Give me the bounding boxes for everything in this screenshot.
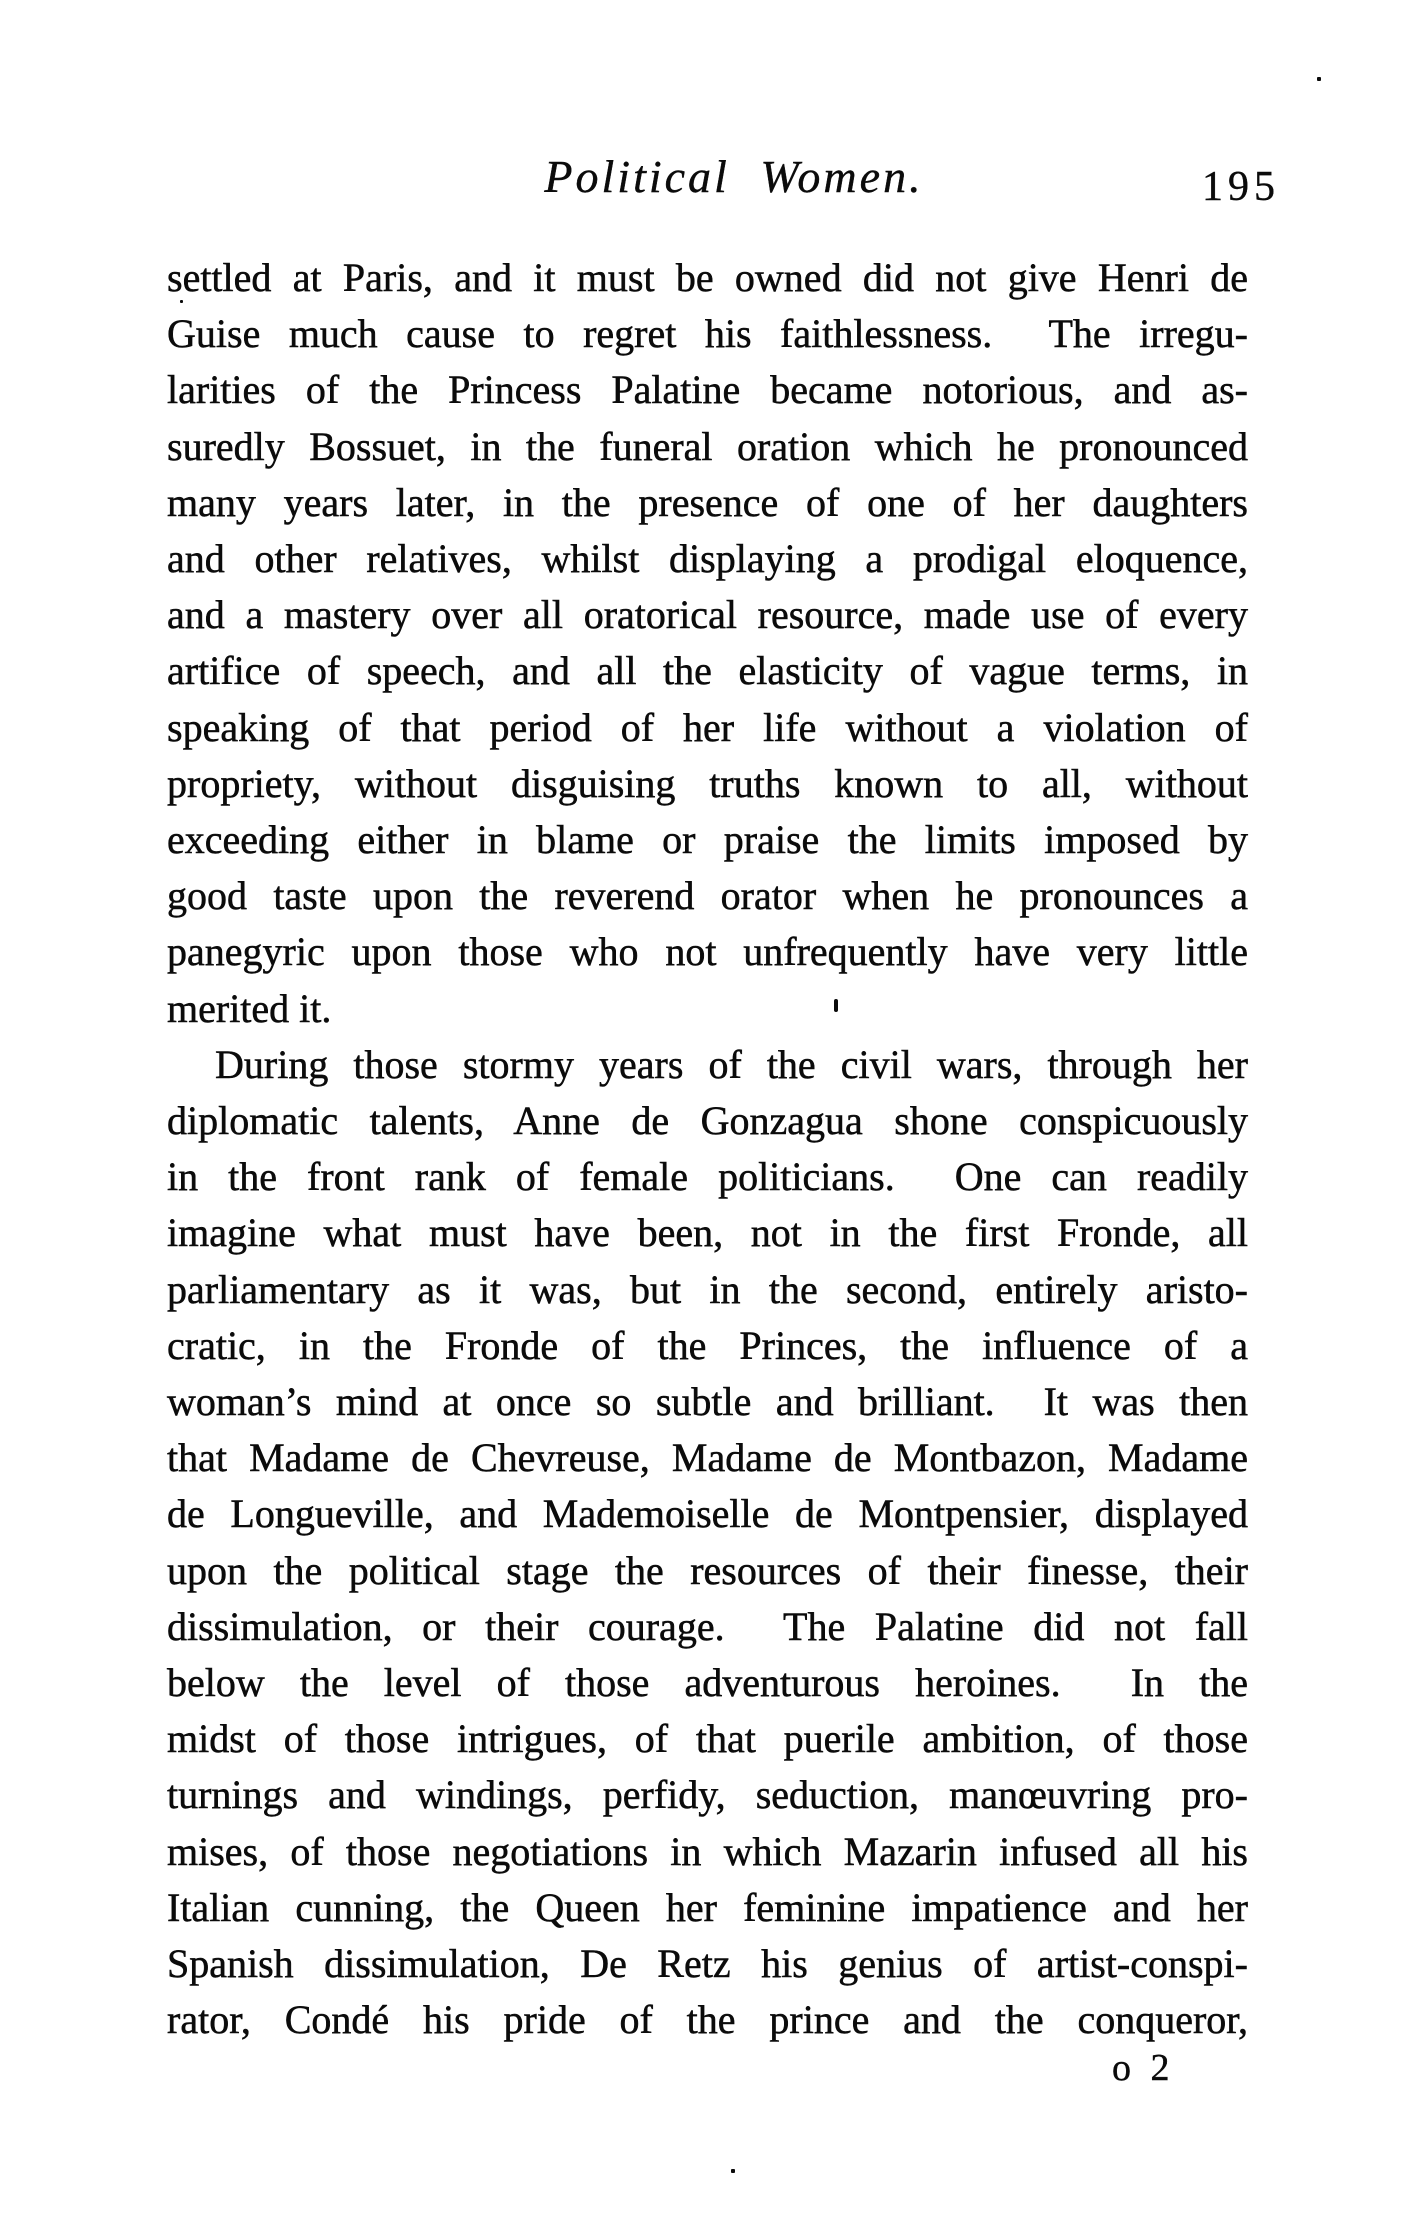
text-line: in the front rank of female politicians. One can readily bbox=[167, 1154, 1248, 1200]
scan-speck bbox=[180, 300, 183, 303]
text-line: many years later, in the presence of one of her daughters bbox=[167, 479, 1248, 525]
text-line: merited it. bbox=[167, 985, 332, 1031]
text-line: During those stormy years of the civil wars, through her bbox=[215, 1041, 1248, 1087]
text-line: settled at Paris, and it must be owned did not give Henri de bbox=[167, 255, 1248, 300]
text-line: Spanish dissimulation, De Retz his genius of artist-conspi- bbox=[167, 1941, 1248, 1987]
text-line: that Madame de Chevreuse, Madame de Montbazon, Madame bbox=[167, 1435, 1248, 1481]
text-line: good taste upon the reverend orator when he pronounces a bbox=[167, 873, 1248, 919]
text-line: exceeding either in blame or praise the limits imposed by bbox=[167, 817, 1248, 863]
text-line: Guise much cause to regret his faithlessness. The irregu- bbox=[167, 311, 1248, 357]
text-line: parliamentary as it was, but in the second, entirely aristo- bbox=[167, 1266, 1248, 1312]
running-header-title: Political Women. bbox=[544, 151, 924, 202]
scan-speck bbox=[731, 2169, 735, 2173]
text-line: de Longueville, and Mademoiselle de Montpensier, displayed bbox=[167, 1491, 1248, 1537]
printers-signature-mark: o 2 bbox=[1112, 2047, 1170, 2089]
text-line: propriety, without disguising truths known to all, without bbox=[167, 760, 1248, 806]
page-number: 195 bbox=[1202, 164, 1280, 210]
text-line: diplomatic talents, Anne de Gonzagua shone conspicuously bbox=[167, 1098, 1248, 1144]
text-line: larities of the Princess Palatine became notorious, and as- bbox=[167, 367, 1248, 413]
text-line: Italian cunning, the Queen her feminine impatience and her bbox=[167, 1884, 1248, 1930]
text-line: speaking of that period of her life without a violation of bbox=[167, 704, 1248, 750]
text-line: panegyric upon those who not unfrequently have very little bbox=[167, 929, 1248, 975]
page-body-text bbox=[167, 250, 1248, 2049]
text-line: cratic, in the Fronde of the Princes, the influence of a bbox=[167, 1322, 1248, 1368]
text-line: and a mastery over all oratorical resource, made use of every bbox=[167, 592, 1248, 638]
text-line: below the level of those adventurous heroines. In the bbox=[167, 1660, 1248, 1706]
scan-speck bbox=[1317, 77, 1321, 81]
text-line: upon the political stage the resources of their finesse, their bbox=[167, 1547, 1248, 1593]
text-line: and other relatives, whilst displaying a prodigal eloquence, bbox=[167, 536, 1248, 582]
text-line: imagine what must have been, not in the first Fronde, all bbox=[167, 1210, 1248, 1256]
text-line: rator, Condé his pride of the prince and the conqueror, bbox=[167, 1997, 1248, 2043]
text-line: mises, of those negotiations in which Mazarin infused all his bbox=[167, 1828, 1248, 1874]
text-line: turnings and windings, perfidy, seduction, manœuvring pro- bbox=[167, 1772, 1248, 1818]
text-line: artifice of speech, and all the elasticity of vague terms, in bbox=[167, 648, 1248, 694]
text-line: dissimulation, or their courage. The Palatine did not fall bbox=[167, 1603, 1248, 1649]
text-line: midst of those intrigues, of that puerile ambition, of those bbox=[167, 1716, 1248, 1762]
text-line: suredly Bossuet, in the funeral oration which he pronounced bbox=[167, 423, 1248, 469]
text-line: woman’s mind at once so subtle and brilliant. It was then bbox=[167, 1379, 1248, 1425]
scan-speck bbox=[834, 999, 838, 1012]
